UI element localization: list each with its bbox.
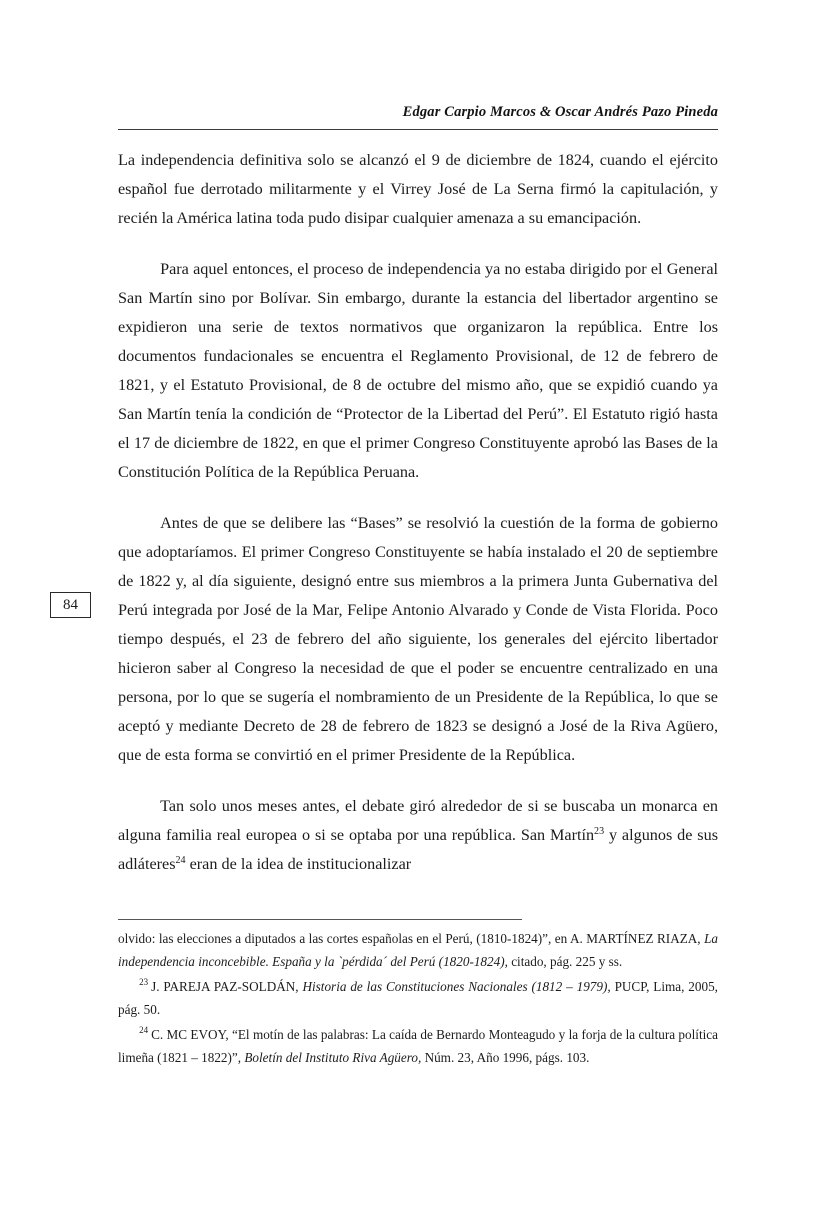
- paragraph-4-text-after-markers: eran de la idea de institucionalizar: [185, 855, 412, 873]
- footnote-24-part-1: C. MC EVOY, “El motín de las palabras: La caída de Bernardo Monteagudo y la forja de la cultura política limeña (1821 – 1822)”,: [118, 1027, 718, 1065]
- footnote-block: [118, 928, 718, 1069]
- footnote-continuation-part-1: olvido: las elecciones a diputados a las cortes españolas en el Perú, (1810-1824)”, en A. MARTÍNEZ RIAZA,: [118, 931, 705, 946]
- paragraph-spacer: [118, 233, 718, 255]
- footnote-separator-rule: [118, 919, 522, 920]
- paragraph-4-text-before-marker: Tan solo unos meses antes, el debate giró alrededor de si se buscaba un monarca en alguna familia real europea o si se optaba por una república. San Martín: [118, 797, 718, 844]
- footnote-24-part-3: Núm. 23, Año 1996, págs. 103.: [421, 1049, 590, 1065]
- paragraph-spacer: [118, 487, 718, 509]
- paragraph-1: La independencia definitiva solo se alcanzó el 9 de diciembre de 1824, cuando el ejército español fue derrotado militarmente y el Virrey José de La Serna firmó la capitulación, y recién la América latina toda pudo disipar cualquier amenaza a su emancipación.: [118, 151, 718, 227]
- running-head: Edgar Carpio Marcos & Oscar Andrés Pazo Pineda: [402, 104, 718, 120]
- header-rule: [118, 129, 718, 130]
- footnote-continuation-title: La independencia inconcebible. España y la `pérdida´ del Perú (1820-1824),: [118, 931, 718, 969]
- footnote-23-part-3: PUCP, Lima, 2005, pág. 50.: [118, 979, 718, 1017]
- body-text-column: [118, 146, 718, 879]
- footnote-marker-23: 23: [139, 977, 149, 988]
- paragraph-4-text-between-markers: y algunos de sus adláteres: [118, 826, 718, 873]
- paragraph-2: Para aquel entonces, el proceso de independencia ya no estaba dirigido por el General San Martín sino por Bolívar. Sin embargo, durante la estancia del libertador argentino se expidieron una serie de textos normativos que organizaron la república. Entre los documentos fundacionales se encuentra el Reglamento Provisional, de 12 de febrero de 1821, y el Estatuto Provisional, de 8 de octubre del mismo año, que se expidió cuando ya San Martín tenía la condición de “Protector de la Libertad del Perú”. El Estatuto rigió hasta el 17 de diciembre de 1822, en que el primer Congreso Constituyente aprobó las Bases de la Constitución Política de la República Peruana.: [118, 260, 718, 481]
- paragraph-spacer: [118, 770, 718, 792]
- footnote-reference-23[interactable]: 23: [594, 825, 605, 837]
- footnote-24-title: Boletín del Instituto Riva Agüero,: [244, 1049, 422, 1065]
- footnote-continuation-part-3: citado, pág. 225 y ss.: [507, 953, 623, 969]
- footnote-continuation: [118, 928, 718, 973]
- footnote-entry-24: [118, 1024, 718, 1069]
- footnote-reference-24[interactable]: 24: [175, 854, 186, 866]
- paragraph-4: [118, 792, 718, 879]
- paragraph-3: Antes de que se delibere las “Bases” se resolvió la cuestión de la forma de gobierno que adoptaríamos. El primer Congreso Constituyente se había instalado el 20 de septiembre de 1822 y, al día siguiente, designó entre sus miembros a la primera Junta Gubernativa del Perú integrada por José de la Mar, Felipe Antonio Alvarado y Conde de Vista Florida. Poco tiempo después, el 23 de febrero del año siguiente, los generales del ejército libertador hicieron saber al Congreso la necesidad de que el poder se encuentre centralizado en una persona, por lo que se sugería el nombramiento de un Presidente de la República, lo que se aceptó y mediante Decreto de 28 de febrero de 1823 se designó a José de la Riva Agüero, que de esta forma se convirtió en el primer Presidente de la República.: [118, 514, 718, 764]
- footnote-entry-23: [118, 976, 718, 1021]
- footnote-marker-24: 24: [139, 1025, 149, 1036]
- footnote-23-part-1: J. PAREJA PAZ-SOLDÁN,: [151, 979, 303, 994]
- footnote-23-title: Historia de las Constituciones Nacionales (1812 – 1979),: [302, 979, 611, 994]
- page-number-box: [50, 592, 91, 618]
- page-number: 84: [63, 596, 78, 613]
